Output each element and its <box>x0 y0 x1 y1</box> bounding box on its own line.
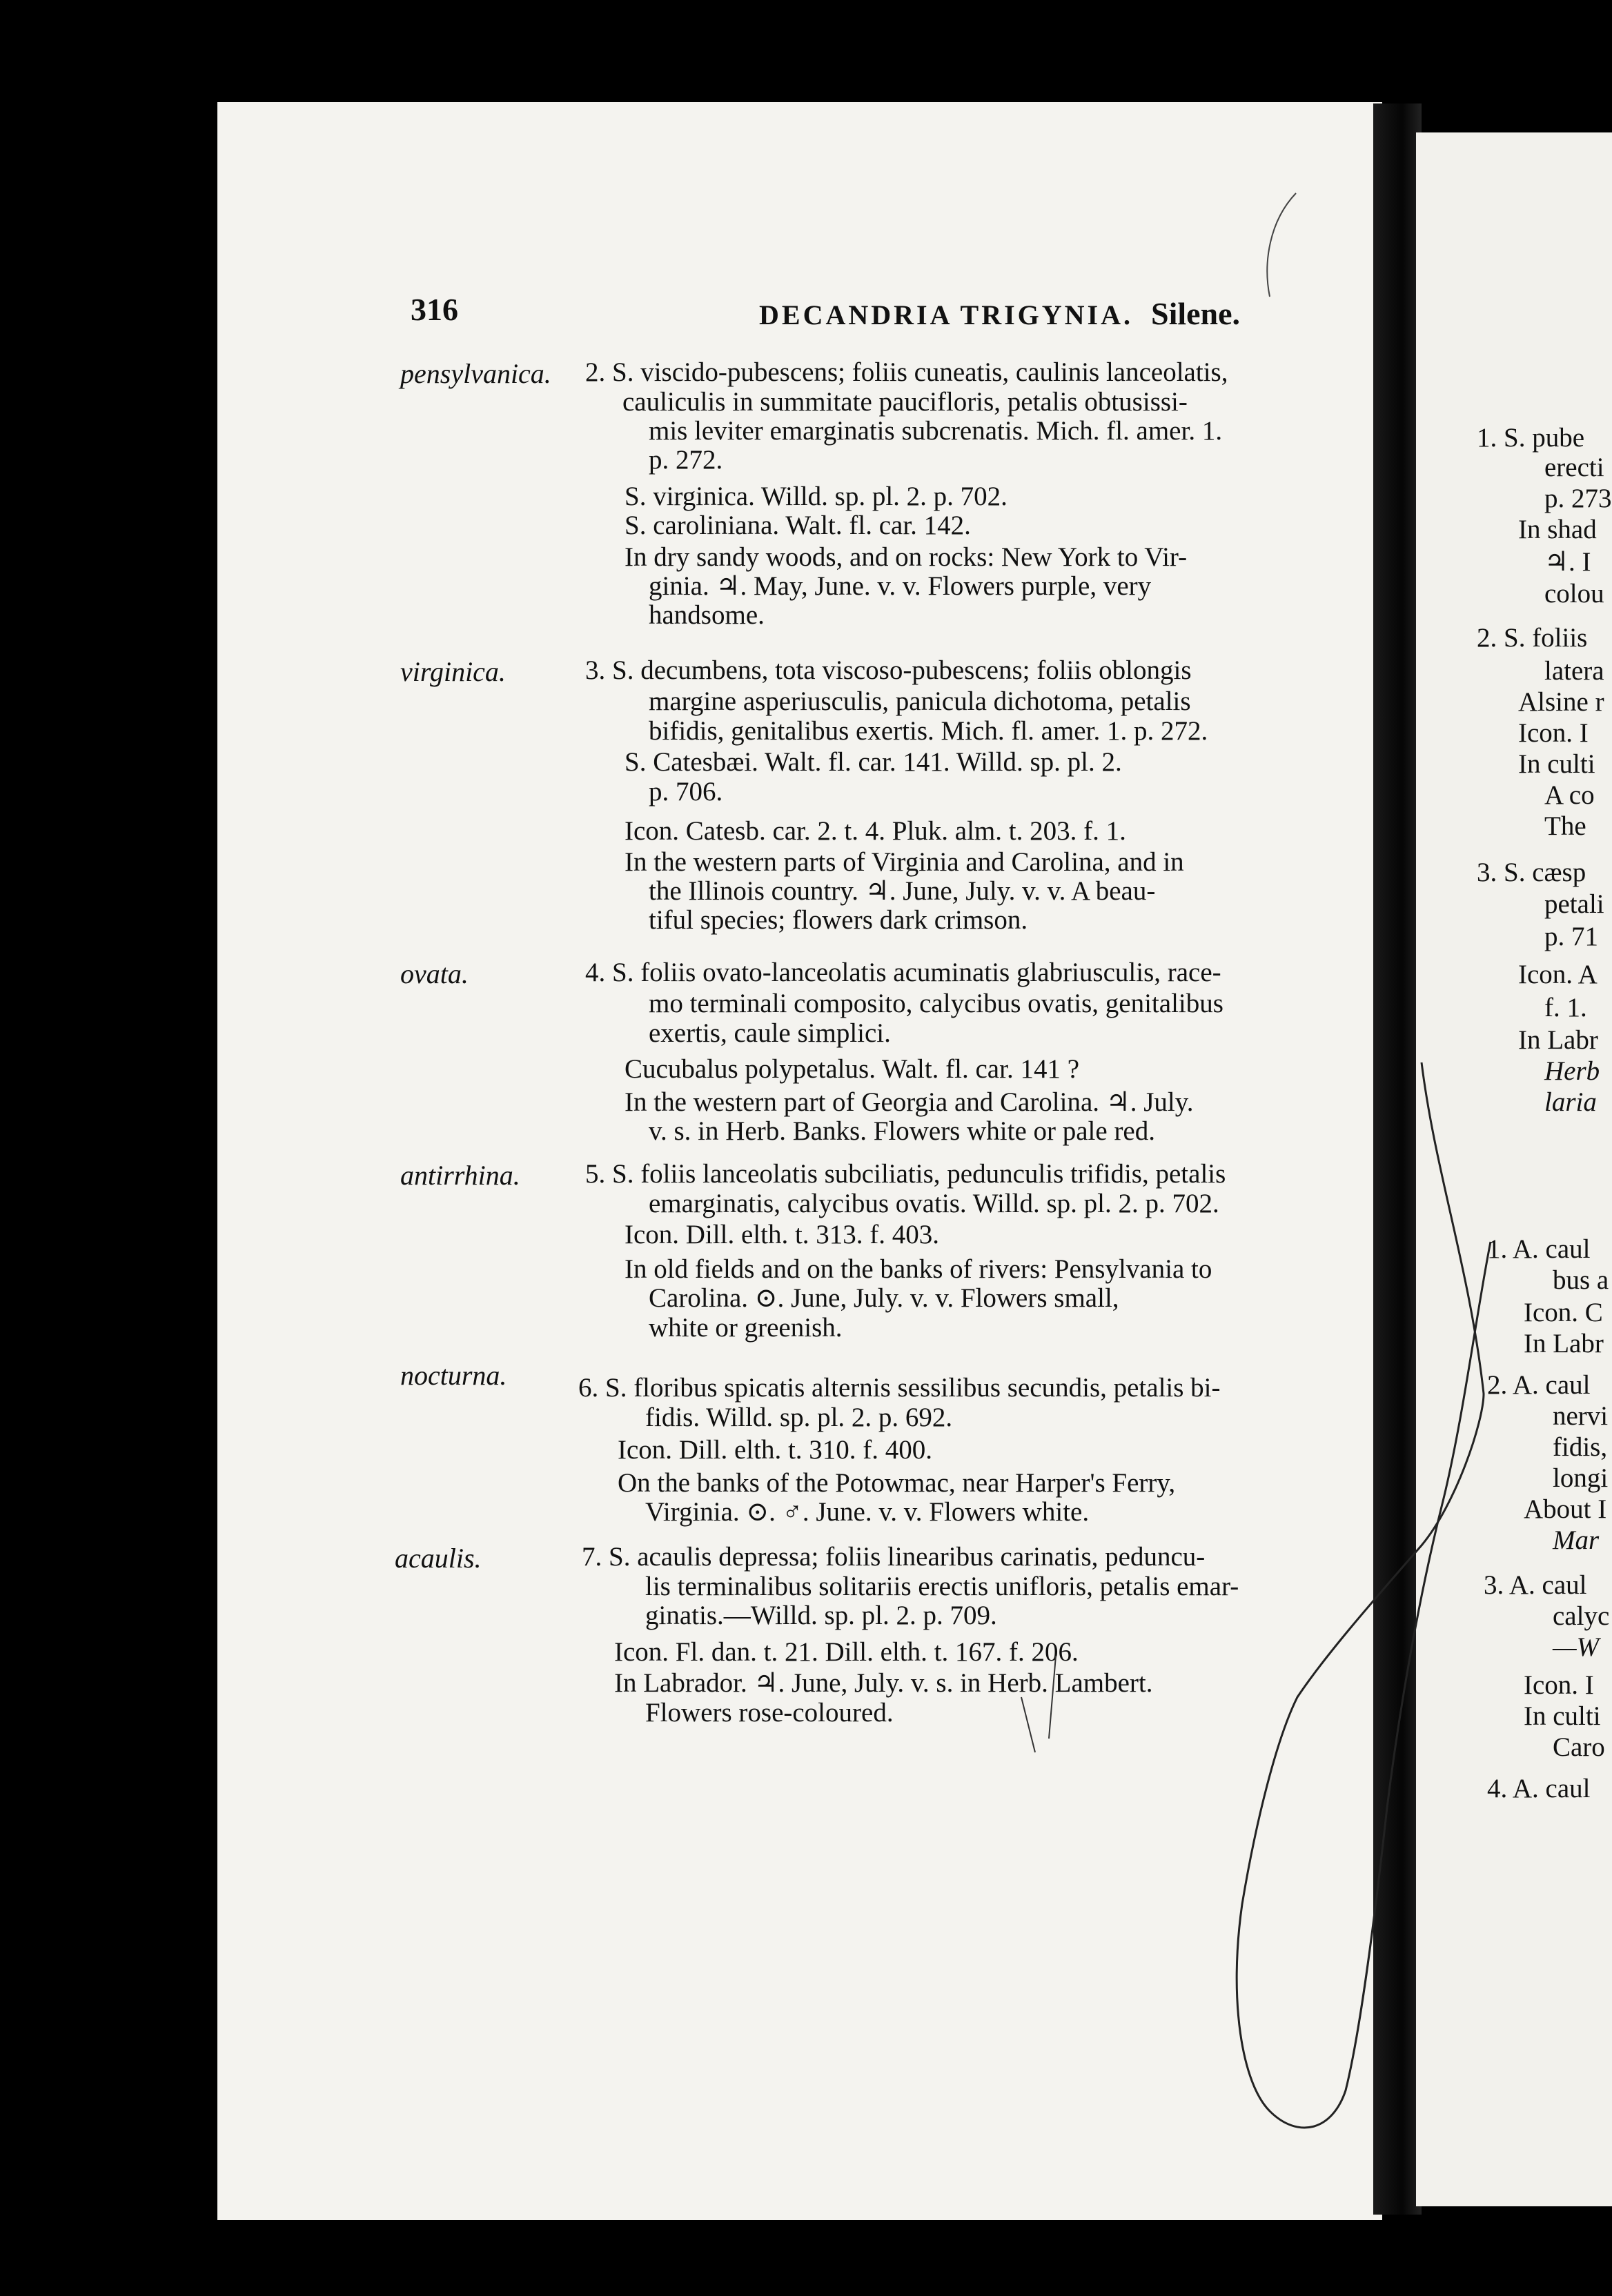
facing-line: In shad <box>1518 515 1597 544</box>
entry-line: margine asperiusculis, panicula dichotoma, petalis <box>649 686 1191 716</box>
entry-line: emarginatis, calycibus ovatis. Willd. sp. pl. 2. p. 702. <box>649 1189 1219 1218</box>
entry-line: bifidis, genitalibus exertis. Mich. fl. amer. 1. p. 272. <box>649 716 1208 746</box>
facing-line: Icon. I <box>1524 1670 1594 1700</box>
facing-line: Icon. C <box>1524 1298 1603 1327</box>
entry-line: 2. S. viscido-pubescens; foliis cuneatis, caulinis lanceolatis, <box>585 357 1228 387</box>
entry-line: Icon. Fl. dan. t. 21. Dill. elth. t. 167. f. 206. <box>614 1637 1079 1667</box>
entry-line: Carolina. ⊙. June, July. v. v. Flowers small, <box>649 1283 1119 1313</box>
entry-line: fidis. Willd. sp. pl. 2. p. 692. <box>645 1403 953 1432</box>
entry-line: Icon. Dill. elth. t. 310. f. 400. <box>618 1435 933 1465</box>
facing-line: Icon. I <box>1518 718 1589 748</box>
entry-line: 4. S. foliis ovato-lanceolatis acuminatis glabriusculis, race- <box>585 958 1221 987</box>
pencil-mark <box>1049 1656 1056 1739</box>
facing-line: In Labr <box>1524 1329 1604 1358</box>
facing-line: About I <box>1524 1494 1607 1524</box>
page-number: 316 <box>411 292 458 327</box>
facing-line: p. 273 <box>1544 484 1612 513</box>
entry-line: cauliculis in summitate paucifloris, petalis obtusissi- <box>622 387 1188 417</box>
facing-line: p. 71 <box>1544 922 1598 951</box>
pencil-mark <box>1267 193 1296 297</box>
facing-line: Herb <box>1544 1056 1600 1086</box>
entry-line: 7. S. acaulis depressa; foliis linearibus carinatis, peduncu- <box>582 1542 1206 1572</box>
facing-line: calyc <box>1553 1601 1610 1631</box>
facing-line: colou <box>1544 579 1604 608</box>
entry-line: Icon. Catesb. car. 2. t. 4. Pluk. alm. t. 203. f. 1. <box>625 816 1126 846</box>
entry-line: Icon. Dill. elth. t. 313. f. 403. <box>625 1220 940 1249</box>
entry-line: ginatis.—Willd. sp. pl. 2. p. 709. <box>645 1601 997 1630</box>
facing-line: latera <box>1544 656 1604 686</box>
entry-line: S. caroliniana. Walt. fl. car. 142. <box>625 511 971 540</box>
entry-line: Virginia. ⊙. ♂. June. v. v. Flowers white. <box>645 1497 1090 1527</box>
facing-line: Alsine r <box>1518 687 1604 717</box>
entry-line: In the western part of Georgia and Carolina. ♃. July. <box>625 1087 1194 1117</box>
entry-line: In old fields and on the banks of rivers: Pensylvania to <box>625 1254 1212 1284</box>
facing-line: Mar <box>1553 1525 1600 1555</box>
entry-line: 3. S. decumbens, tota viscoso-pubescens; foliis oblongis <box>585 655 1192 685</box>
facing-line: longi <box>1553 1463 1609 1493</box>
entry-line: Flowers rose-coloured. <box>645 1698 894 1728</box>
facing-line: 1. A. caul <box>1487 1234 1591 1264</box>
pencil-loop-stroke <box>1237 1062 1491 2128</box>
facing-line: —W <box>1553 1632 1600 1662</box>
entry-line: S. virginica. Willd. sp. pl. 2. p. 702. <box>625 482 1008 511</box>
entry-line: S. Catesbæi. Walt. fl. car. 141. Willd. sp. pl. 2. <box>625 747 1122 777</box>
margin-name-ovata: ovata. <box>400 958 469 989</box>
margin-name-nocturna: nocturna. <box>400 1360 507 1391</box>
entry-line: the Illinois country. ♃. June, July. v. v. A beau- <box>649 876 1156 906</box>
facing-line: Icon. A <box>1518 960 1598 989</box>
entry-line: On the banks of the Potowmac, near Harper's Ferry, <box>618 1468 1176 1498</box>
running-title-text: DECANDRIA TRIGYNIA. <box>759 299 1133 330</box>
facing-line: ♃. I <box>1544 547 1591 577</box>
pencil-mark <box>1021 1697 1035 1752</box>
facing-line: 2. A. caul <box>1487 1370 1591 1400</box>
facing-line: nervi <box>1553 1401 1609 1431</box>
margin-name-antirrhina: antirrhina. <box>400 1160 520 1191</box>
entry-line: lis terminalibus solitariis erectis unifloris, petalis emar- <box>645 1572 1239 1601</box>
entry-line: ginia. ♃. May, June. v. v. Flowers purple, very <box>649 571 1152 601</box>
facing-line: laria <box>1544 1087 1597 1117</box>
facing-line: petali <box>1544 889 1604 919</box>
entry-line: white or greenish. <box>649 1313 843 1343</box>
facing-line: bus a <box>1553 1265 1609 1295</box>
entry-line: mo terminali composito, calycibus ovatis, genitalibus <box>649 989 1223 1018</box>
entry-line: mis leviter emarginatis subcrenatis. Mich. fl. amer. 1. <box>649 416 1223 446</box>
margin-name-pensylvanica: pensylvanica. <box>400 358 551 389</box>
margin-name-acaulis: acaulis. <box>395 1543 482 1574</box>
margin-name-virginica: virginica. <box>400 656 506 687</box>
facing-line: In culti <box>1518 749 1595 779</box>
entry-line: Cucubalus polypetalus. Walt. fl. car. 141 ? <box>625 1054 1080 1084</box>
genus-name: Silene. <box>1151 296 1241 331</box>
entry-line: 6. S. floribus spicatis alternis sessilibus secundis, petalis bi- <box>578 1373 1221 1403</box>
facing-line: The <box>1544 811 1586 841</box>
facing-line: 3. S. cæsp <box>1477 858 1586 887</box>
facing-line: fidis, <box>1553 1432 1608 1462</box>
entry-line: In Labrador. ♃. June, July. v. s. in Herb. Lambert. <box>614 1668 1153 1698</box>
entry-line: handsome. <box>649 600 765 630</box>
facing-line: 3. A. caul <box>1484 1570 1587 1600</box>
facing-line: A co <box>1544 780 1595 810</box>
facing-line: In culti <box>1524 1701 1601 1731</box>
facing-line: erecti <box>1544 453 1604 482</box>
entry-line: exertis, caule simplici. <box>649 1018 891 1048</box>
facing-line: Caro <box>1553 1732 1605 1762</box>
facing-line: f. 1. <box>1544 993 1587 1022</box>
entry-line: In the western parts of Virginia and Carolina, and in <box>625 847 1184 877</box>
entry-line: tiful species; flowers dark crimson. <box>649 905 1028 935</box>
facing-line: 1. S. pube <box>1477 423 1584 453</box>
facing-line: 2. S. foliis <box>1477 623 1588 653</box>
entry-line: 5. S. foliis lanceolatis subciliatis, pedunculis trifidis, petalis <box>585 1159 1226 1189</box>
entry-line: p. 272. <box>649 445 723 475</box>
facing-line: 4. A. caul <box>1487 1774 1591 1803</box>
facing-line: In Labr <box>1518 1025 1598 1055</box>
entry-line: p. 706. <box>649 777 723 806</box>
entry-line: v. s. in Herb. Banks. Flowers white or pale red. <box>649 1116 1155 1146</box>
entry-line: In dry sandy woods, and on rocks: New York to Vir- <box>625 542 1188 572</box>
